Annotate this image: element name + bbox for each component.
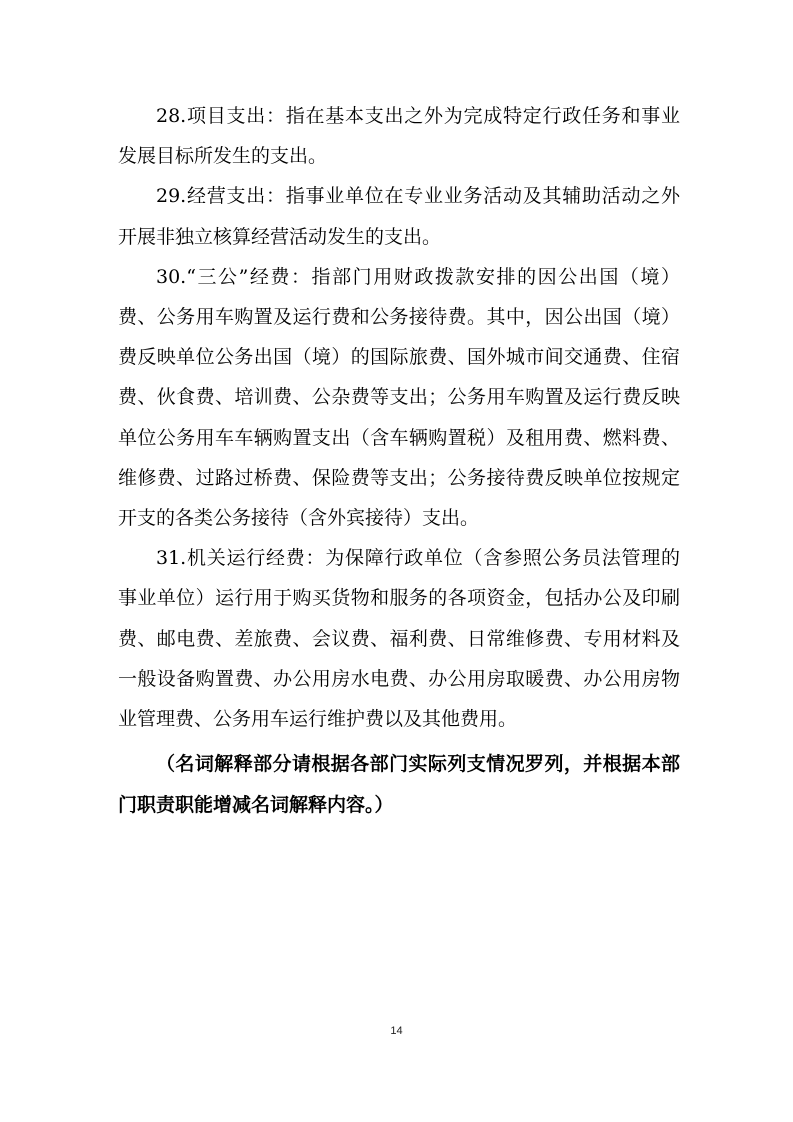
definition-item-31: 31.机关运行经费：为保障行政单位（含参照公务员法管理的事业单位）运行用于购买货物和服务的各项资金，包括办公及印刷费、邮电费、差旅费、会议费、福利费、日常维修费、专用材料及一般设备购置费、办公用房水电费、办公用房取暖费、办公用房物业管理费、公务用车运行维护费以及其他费用。: [118, 547, 680, 731]
definition-item-30: 30.“三公”经费：指部门用财政拨款安排的因公出国（境）费、公务用车购置及运行费和公务接待费。其中，因公出国（境）费反映单位公务出国（境）的国际旅费、国外城市间交通费、住宿费、伙食费、培训费、公杂费等支出；公务用车购置及运行费反映单位公务用车车辆购置支出（含车辆购置税）及租用费、燃料费、维修费、过路过桥费、保险费等支出；公务接待费反映单位按规定开支的各类公务接待（含外宾接待）支出。: [118, 265, 680, 530]
definition-item-28: 28.项目支出：指在基本支出之外为完成特定行政任务和事业发展目标所发生的支出。: [118, 105, 680, 168]
page-content: [118, 96, 680, 826]
page-number: 14: [390, 1025, 403, 1037]
instruction-note: （名词解释部分请根据各部门实际列支情况罗列，并根据本部门职责职能增减名词解释内容。）: [118, 753, 680, 817]
definition-item-29: 29.经营支出：指事业单位在专业业务活动及其辅助活动之外开展非独立核算经营活动发生的支出。: [118, 185, 680, 248]
